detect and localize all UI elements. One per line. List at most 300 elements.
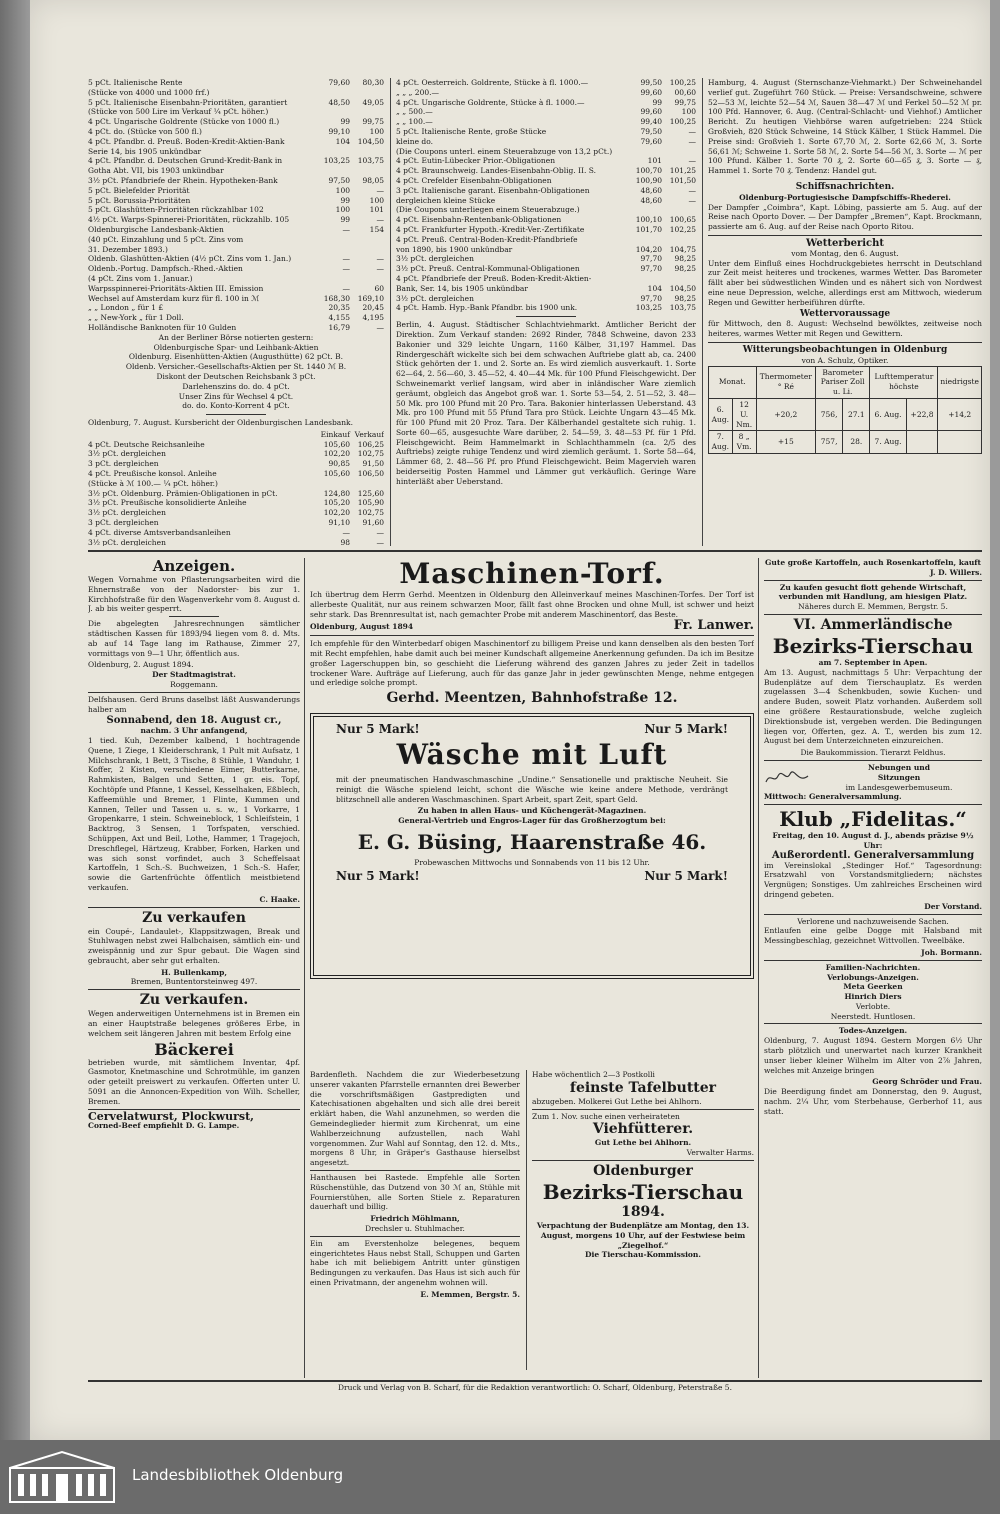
observation-header-cell: Monat.: [709, 366, 757, 398]
butter-ad-seller: abzugeben. Molkerei Gut Lethe bei Ahlhorn.: [532, 1096, 702, 1106]
market-note: Diskont der Deutschen Reichsbank 3 pCt.: [156, 371, 316, 381]
club-signature: Der Vorstand.: [924, 901, 982, 911]
observation-subtitle: von A. Schulz, Optiker.: [801, 355, 889, 365]
row-value-buy: 100,70: [635, 166, 662, 176]
observation-cell: 6. Aug.: [870, 398, 906, 430]
club-date: Freitag, den 10. August d. J., abends präzise 9½ Uhr:: [772, 831, 974, 850]
row-value-sell: [662, 147, 696, 157]
column-rule: [304, 558, 305, 1378]
market-note: An der Berliner Börse notierten gestern:: [158, 332, 314, 342]
divider: [764, 614, 982, 615]
bond-row: [88, 274, 384, 284]
row-label: 4½ pCt. Warps-Spinnerei-Prioritäten, rückzahlb. 105: [88, 215, 290, 225]
row-label: Oldenburgische Landesbank-Aktien: [88, 224, 224, 234]
row-value-buy: —: [342, 283, 350, 293]
peat-ad-title: Maschinen-Torf.: [399, 558, 665, 590]
bond-row: [88, 117, 384, 127]
row-label: „ „ London „ für 1 £: [88, 303, 164, 313]
bond-row: [88, 313, 384, 323]
pastor-election-notice: Bardenfleth. Nachdem die zur Wiederbesetzung unserer vakanten Pfarrstelle ernannten drei Bewerber die vorschriftsmäßigen Gastpredigten und Katechisationen abgehalten und sich alle drei bereit erklärt haben, die Wahl anzunehmen, so werden die Gemeindeglieder hiermit zum Kirchenrat, um eine Wahlberzeichnung aufzustellen, nach Wahl vorgenommen. Zur Wahl auf Sonntag, den 12. d. Mts., morgens 8 Uhr, in Gräper's Gasthause hierselbst angesetzt.: [310, 1070, 520, 1168]
row-value-sell: —: [376, 322, 384, 332]
row-label: 4 pCt. Preuß. Central-Boden-Kredit-Pfandbriefe: [396, 234, 578, 244]
middle-right-ads: [532, 1070, 754, 1260]
row-value-buy: 99: [340, 117, 350, 127]
ads-heading: Anzeigen.: [152, 558, 236, 575]
row-value-sell: 100,25: [669, 78, 696, 87]
row-label: 4 pCt. Hamb. Hyp.-Bank Pfandbr. bis 1900 unk.: [396, 303, 578, 313]
forecast-title: Wettervoraussage: [799, 308, 891, 319]
row-label: 4 pCt. Preußische konsol. Anleihe: [88, 469, 217, 479]
bond-row: [88, 254, 384, 264]
column-rule: [526, 1070, 527, 1370]
row-label: 3 pCt. dergleichen: [88, 518, 159, 528]
potato-buyer: J. D. Willers.: [929, 567, 982, 577]
divider: [88, 989, 300, 990]
observation-cell: +15: [756, 431, 815, 454]
observation-cell: 757,: [816, 431, 843, 454]
row-value-buy: [316, 166, 350, 176]
observation-header-cell: Thermometer ° Ré: [756, 366, 815, 398]
price-label: Nur 5 Mark!: [336, 868, 420, 883]
ammerland-show-text: Am 13. August, nachmittags 5 Uhr: Verpachtung der Budenplätze auf dem Tierschauplatz. Es werden zugelassen 3—4 Schenkbuden, sowie Kuchen- und andere Buden, soweit Platz vorhanden. Außerdem soll eine größere Restaurationsbude, welche zugleich Direktionsbude ist, vergeben werden. Die Bedingungen liegen vor, Offerten, gez. A. T., werden bis zum 12. August bei dem Unterzeichneten einzureichen.: [764, 667, 982, 746]
divider: [310, 635, 754, 636]
bond-row: [396, 88, 696, 98]
price-row-bottom: [336, 868, 728, 883]
for-sale-title-2: Zu verkaufen.: [139, 992, 249, 1009]
row-value-buy: [316, 88, 350, 98]
market-note: do. do. Konto-Korrent 4 pCt.: [182, 401, 290, 411]
row-value-sell: [350, 88, 384, 98]
bond-row: [88, 107, 384, 117]
rate-row: [88, 479, 384, 489]
observation-header-row: [709, 366, 982, 398]
row-label: 3½ pCt. Oldenburg. Prämien-Obligationen in pCt.: [88, 488, 278, 498]
bond-row: [88, 78, 384, 88]
row-value-buy: 91,10: [328, 518, 350, 528]
row-value-buy: 100,90: [635, 175, 662, 185]
row-value-buy: [628, 274, 662, 284]
row-value-buy: 99,60: [640, 87, 662, 97]
meetings-line-3: im Landesgewerbemuseum.: [845, 782, 953, 792]
funeral-notice: Die Beerdigung findet am Donnerstag, den 9. August, nachm. 2¼ Uhr, vom Sterbehause, Gerberhof 11, aus statt.: [764, 1087, 982, 1116]
row-label: Bank, Ser. 14, bis 1905 unkündbar: [396, 283, 528, 293]
carriages-seller: H. Bullenkamp,: [161, 967, 227, 977]
bond-row: [396, 205, 696, 215]
row-value-buy: [628, 235, 662, 245]
bond-row: [88, 205, 384, 215]
bond-row: [88, 137, 384, 147]
row-label: 4 pCt. Crefelder Eisenbahn-Obligationen: [396, 175, 552, 185]
section-rule: [88, 1380, 982, 1382]
obituary-title: Todes-Anzeigen.: [838, 1026, 908, 1036]
row-value-buy: 101,70: [635, 224, 662, 234]
bond-row: [88, 303, 384, 313]
row-value-buy: 105,60: [323, 439, 350, 449]
row-value-buy: [316, 274, 350, 284]
peat-ad-signature: Fr. Lanwer.: [673, 618, 754, 634]
for-sale-title: Zu verkaufen: [142, 909, 246, 926]
chair-maker-name: Friedrich Möhlmann,: [370, 1214, 460, 1224]
cattle-market-report: Hamburg, 4. August (Sternschanze-Viehmarkt.) Der Schweinehandel verlief gut. Zugeführt 760 Stück. — Preise: Versandschweine, schwere 52—53 ℳ, leichte 52—54 ℳ, Sauen 38—47 ℳ und Ferkel 50—52 ℳ pr. 100 Pfd. Hannover, 6. Aug. (Central-Schlacht- und Viehhof.) Amtlicher Bericht. Zu heutigen Viehbörse waren aufgetrieben: 224 Stück Großvieh, 820 Stück Schweine, 14 Stück Kälber, 1 Stück Hammel. Die Preise sind: Großvieh 1. Sorte 67,70 ℳ, 2. Sorte 62,66 ℳ, 3. Sorte 56,61 ℳ; Schweine 1. Sorte 58 ℳ, 2. Sorte 54—56 ℳ, 3. Sorte — ℳ per 100 Pfund. Kälber 1. Sorte 70 ₰, 2. Sorte 60—65 ₰, 3. Sorte — ₰, Hammel 1. Sorte 70 ₰. Tendenz: Handel gut.: [708, 78, 982, 176]
row-value-sell: —: [688, 126, 696, 136]
row-label: „ „ 100.—: [396, 117, 433, 127]
row-value-buy: 99,60: [640, 107, 662, 117]
auction-signature: C. Haake.: [259, 894, 300, 904]
row-value-sell: 103,75: [357, 156, 384, 166]
row-value-buy: 97,70: [640, 293, 662, 303]
row-label: 3½ pCt. dergleichen: [88, 449, 166, 459]
observation-header-cell: Lufttemperatur höchste: [870, 366, 938, 398]
row-label: 31. Dezember 1893.): [88, 244, 168, 254]
row-value-buy: 124,80: [323, 488, 350, 498]
bond-row: [396, 107, 696, 117]
chair-maker-trade: Drechsler u. Stuhlmacher.: [365, 1223, 465, 1233]
bakery-ad-details: betrieben wurde, mit sämtlichem Inventar, 4pf. Gasmotor, Knetmaschine und Schrotmühle, im ganzen oder geteilt preiswert zu verkaufen. Offerten unter U. 5091 an die Annoncen-Expedition von Wilh. Scheller, Bremen.: [88, 1057, 300, 1106]
price-row-top: [336, 722, 728, 737]
row-label: 3½ pCt. dergleichen: [88, 508, 166, 518]
bond-list: [396, 78, 696, 313]
row-label: (Stücke à ℳ 100.— ¼ pCt. höher.): [88, 478, 218, 488]
row-label: von 1890, bis 1900 unkündbar: [396, 244, 513, 254]
bond-row: [396, 127, 696, 137]
butter-ad-intro: Habe wöchentlich 2—3 Postkolli: [532, 1070, 655, 1079]
rate-row: [88, 469, 384, 479]
row-value-buy: 100: [335, 185, 350, 195]
row-value-buy: [628, 147, 662, 157]
row-label: dergleichen kleine Stücke: [396, 195, 496, 205]
library-building-icon: [6, 1448, 118, 1506]
row-label: 4 pCt. do. (Stücke von 500 fl.): [88, 126, 202, 136]
row-value-sell: [350, 274, 384, 284]
meetings-line-2: Sitzungen: [877, 772, 921, 782]
divider: [516, 316, 576, 317]
weather-date: vom Montag, den 6. August.: [791, 248, 899, 258]
ammerland-show-signature: Die Baukommission. Tierarzt Feldhus.: [800, 748, 946, 758]
column-rule: [758, 558, 759, 1378]
observation-cell: 27.1: [843, 398, 870, 430]
scan-margin: [990, 0, 1000, 1440]
library-footer: [0, 1440, 1000, 1514]
row-value-sell: —: [376, 215, 384, 225]
bond-row: [88, 225, 384, 235]
row-value-sell: 60: [374, 283, 384, 293]
bond-row: [88, 88, 384, 98]
potato-ad: Gute große Kartoffeln, auch Rosenkartoffeln, kauft: [765, 558, 981, 567]
peat-ad-sign-row: [310, 618, 754, 634]
bond-row: [396, 274, 696, 284]
washing-ad-text: mit der pneumatischen Handwaschmaschine „Undine.“ Sensationelle und praktische Neuheit. Sie reinigt die Wäsche spielend leicht, schont die Wäsche wie keine andere Methode, verdrängt blitzschnell alle anderen Waschmaschinen. Spart Arbeit, spart Zeit, spart Geld.: [336, 774, 728, 804]
row-value-sell: 100: [369, 195, 384, 205]
row-value-sell: 98,25: [674, 293, 696, 303]
rate-row: [88, 440, 384, 450]
row-value-sell: 91,60: [362, 518, 384, 528]
cattle-show-text: Verpachtung der Budenplätze am Montag, den 13. August, morgens 10 Uhr, auf der Festwiese beim „Ziegelhof.“: [536, 1220, 750, 1250]
bond-row: [396, 98, 696, 108]
observation-cell: 28.: [843, 431, 870, 454]
ammerland-show-title: Bezirks-Tierschau: [772, 633, 974, 658]
middle-left-ads: [310, 1070, 520, 1300]
observation-header-cell: niedrigste: [938, 366, 982, 398]
auction-items: 1 tied. Kuh, Dezember kalbend, 1 hochtragende Quene, 1 Ziege, 1 Kleiderschrank, 1 Pult mit Aufsatz, 1 Milchschrank, 1 Bett, 3 Tische, 8 Stühle, 1 Wanduhr, 1 Koffer, 2 Kisten, verschiedene Eimer, Butterkarne, Rahmkisten, Balgen und Setten, 1 gr. eis. Topf, Kochtöpfe und Pfanne, 1 Kessel, Kesselhaken, Eßblech, Kaffeemühle und Bremer, 1 Flinte, Kummen und Kannen, Teller und Tassen u. s. w., 1 Vorkarre, 1 Gropenkarre, 1 stein. Schweineblock, 1 Schleifstein, 1 Backtrog, 3 Sensen, 1 Torfspaten, verschied. Schüppen, Axt und Beil, Lothe, Hammer, 1 Tragejoch, Dreschflegel, Härtzeug, Krabber, Forken, Harken und was sich sonst vorfindet, auch 3 Scheffelsaat Kartoffeln, 1 Sch.-S. Buchweizen, 1 Sch.-S. Hafer, sowie die Gartenfrüchte öffentlich meistbietend verkaufen.: [88, 735, 300, 892]
row-value-sell: —: [376, 254, 384, 264]
row-value-sell: [350, 245, 384, 255]
engaged-name-2: Hinrich Diers: [844, 992, 902, 1002]
row-label: 4 pCt. diverse Amtsverbandsanleihen: [88, 527, 231, 537]
library-name: Landesbibliothek Oldenburg: [132, 1466, 344, 1484]
row-value-sell: —: [688, 185, 696, 195]
bond-row: [88, 294, 384, 304]
row-label: 5 pCt. Italienische Rente, große Stücke: [396, 126, 547, 136]
family-news-title: Familien-Nachrichten.: [825, 962, 921, 972]
row-value-buy: 105,20: [323, 498, 350, 508]
engagement-title: Verlobungs-Anzeigen.: [827, 972, 919, 982]
bond-row: [396, 225, 696, 235]
divider: [764, 914, 982, 915]
washing-ad-distribution: General-Vertrieb und Engros-Lager für das Großherzogtum bei:: [398, 816, 666, 826]
bond-row: [396, 147, 696, 157]
row-value-sell: 100,65: [669, 215, 696, 225]
row-label: 4 pCt. Eisenbahn-Rentenbank-Obligationen: [396, 215, 562, 225]
row-value-buy: 48,50: [328, 97, 350, 107]
price-label: Nur 5 Mark!: [644, 722, 728, 737]
carriages-address: Bremen, Buntentorsteinweg 497.: [130, 977, 258, 987]
row-value-sell: 103,75: [669, 303, 696, 313]
row-value-sell: 98,05: [362, 175, 384, 185]
bond-row: [396, 166, 696, 176]
row-label: (Stücke von 4000 und 1000 frf.): [88, 87, 210, 97]
house-sale-agent: E. Memmen, Bergstr. 5.: [420, 1289, 520, 1299]
row-value-sell: —: [688, 195, 696, 205]
row-value-sell: [350, 235, 384, 245]
row-label: 3½ pCt. Preuß. Central-Kommunal-Obligationen: [396, 264, 580, 274]
row-label: 3 pCt. Italienische garant. Eisenbahn-Obligationen: [396, 185, 590, 195]
divider: [764, 580, 982, 581]
observation-cell: 8 „ Vm.: [732, 431, 756, 454]
row-value-sell: —: [688, 156, 696, 166]
row-value-buy: [316, 235, 350, 245]
observation-row: [709, 431, 982, 454]
job-ad-manager: Verwalter Harms.: [686, 1148, 754, 1158]
obituary-text: Oldenburg, 7. August 1894. Gestern Morgen 6½ Uhr starb plötzlich und unerwartet nach kurzer Krankheit unser lieber kleiner Wilhelm im Alter von 2⅞ Jahren, welches mit Anzeige bringen: [764, 1036, 982, 1075]
magistrate-name: Roggemann.: [170, 679, 218, 689]
row-value-sell: [662, 274, 696, 284]
row-value-sell: 98,25: [674, 254, 696, 264]
market-note: Oldenb. Versicher.-Gesellschafts-Aktien per St. 1440 ℳ B.: [125, 362, 347, 372]
washing-machine-ad: [310, 713, 754, 979]
row-value-sell: —: [376, 537, 384, 546]
row-value-sell: 101: [369, 205, 384, 215]
sausage-ad-seller: Corned-Beef empfiehlt D. G. Lampe.: [88, 1121, 240, 1131]
bond-row: [88, 98, 384, 108]
rate-row: [88, 518, 384, 528]
row-value-sell: 169,10: [357, 293, 384, 303]
row-label: 5 pCt. Borussia-Prioritäten: [88, 195, 191, 205]
market-note: Oldenburgische Spar- und Leihbank-Aktien: [153, 342, 319, 352]
ads-middle-column: [310, 558, 754, 1378]
lost-dog-ad: Entlaufen eine gelbe Dogge mit Halsband mit Messingbeschlag, gezeichnet Wittvollen. Tweelbäke.: [764, 926, 982, 946]
market-note: Oldenburg. Eisenhütten-Aktien (Augusthütte) 62 pCt. B.: [128, 352, 344, 362]
divider: [764, 960, 982, 961]
section-rule: [88, 550, 982, 552]
carriages-ad: ein Coupé-, Landaulet-, Klappsitzwagen, Break und Stuhlwagen nebst zwei Halbchaisen, sämtlich ein- und zweispännig und zur Spur gebaut. Die Wagen sind gebraucht, aber sehr gut erhalten.: [88, 926, 300, 965]
observation-cell: [906, 431, 938, 454]
row-label: Warpsspinnerei-Prioritäts-Aktien III. Emission: [88, 283, 264, 293]
bond-row: [396, 176, 696, 186]
finance-middle-column: [396, 78, 696, 546]
peat-dealer-signature: Gerhd. Meentzen, Bahnhofstraße 12.: [386, 690, 678, 707]
row-label: 4 pCt. Ungarische Goldrente (Stücke von 1000 fl.): [88, 117, 280, 127]
divider: [532, 1109, 754, 1110]
row-value-sell: 80,30: [362, 78, 384, 87]
rate-report-header: [88, 430, 384, 440]
divider: [88, 1109, 300, 1110]
row-value-buy: —: [342, 527, 350, 537]
row-value-sell: 101,25: [669, 166, 696, 176]
meetings-text: [816, 763, 982, 792]
bond-row: [88, 176, 384, 186]
column-rule: [702, 78, 703, 546]
row-value-buy: 99: [340, 195, 350, 205]
row-label: Serie 14, bis 1905 unkündbar: [88, 146, 202, 156]
row-value-buy: 90,85: [328, 459, 350, 469]
row-value-buy: 103,25: [635, 303, 662, 313]
engaged-places: Neerstedt. Huntlosen.: [830, 1011, 916, 1021]
business-wanted-ad: Zu kaufen gesucht flott gehende Wirtschaft, verbunden mit Handlung, am hiesigen Platz.: [778, 582, 968, 602]
row-label: 3½ pCt. dergleichen: [396, 293, 474, 303]
row-label: 4 pCt. Pfandbriefe der Preuß. Boden-Kredit-Aktien-: [396, 273, 592, 283]
row-label: 4 pCt. Pfandbr. d. Deutschen Grund-Kredit-Bank in: [88, 156, 283, 166]
row-value-sell: 106,25: [357, 439, 384, 449]
row-value-sell: 101,50: [669, 175, 696, 185]
row-label: Holländische Banknoten für 10 Gulden: [88, 322, 237, 332]
row-value-buy: 99,40: [640, 117, 662, 127]
meetings-notice: [764, 763, 982, 792]
bond-row: [88, 186, 384, 196]
row-value-sell: [350, 107, 384, 117]
bond-row: [88, 215, 384, 225]
row-value-buy: [316, 479, 350, 489]
row-value-buy: [316, 245, 350, 255]
row-value-sell: 106,50: [357, 469, 384, 479]
annual-accounts-notice: Die abgelegten Jahresrechnungen sämtlicher städtischen Kassen für 1893/94 liegen vom 8. d. Mts. ab auf 14 Tage lang im Rathause, Zimmer 27, vormittags von 9—1 Uhr, öffentlich aus.: [88, 619, 300, 658]
observation-cell: 6. Aug.: [709, 398, 733, 430]
auction-intro: Delfshausen. Gerd Bruns daselbst läßt Auswanderungs halber am: [88, 694, 300, 714]
sausage-ad: Cervelatwurst, Plockwurst,: [88, 1109, 254, 1123]
row-value-sell: 105,90: [357, 498, 384, 508]
divider: [708, 342, 982, 343]
row-value-buy: 104: [335, 136, 350, 146]
row-value-buy: 101: [647, 156, 662, 166]
row-value-sell: —: [376, 527, 384, 537]
auction-date: Sonnabend, den 18. August cr.,: [106, 715, 282, 727]
row-value-sell: 104,50: [669, 283, 696, 293]
row-value-buy: 79,60: [640, 136, 662, 146]
row-value-buy: 4,155: [328, 313, 350, 323]
washing-ad-availability: Zu haben in allen Haus- und Küchengerät-Magazinen.: [417, 806, 647, 816]
row-value-buy: 97,70: [640, 264, 662, 274]
row-value-buy: 99: [652, 97, 662, 107]
row-value-sell: 100: [369, 126, 384, 136]
berlin-market-report: Berlin, 4. August. Städtischer Schlachtviehmarkt. Amtlicher Bericht der Direktion. Zum Verkauf standen: 2692 Rinder, 7848 Schweine, davon 233 Bakonier und 329 leichte Ungarn, 1160 Kälber, 31,197 Hammel. Das Rindergeschäft wickelte sich bei dem schwachen Auftriebe glatt ab, ca. 2400 Stück gehörten der 1. und 2. Sorte an. Es wird ziemlich ausverkauft. 1. Sorte 62—64, 2. 56—60, 3. 45—52, 4. 40—44 Mk. für 100 Pfund Fleischgewicht. Der Schweinemarkt verlief langsam, wird aber in inländischer Ware ziemlich geräumt, obgleich das Angebot groß war. 1. Sorte 53—54, 2. 51—52, 3. 48—50 Mk. pro 100 Pfund mit 20 Pro. Tara. Bakonier hinterlassen Ueberstand. 43 Mk. pro 100 Pfund mit 55 Pfund Tara pro Stück. Leichte Ungarn 43—45 Mk. für 100 Pfund mit 20 Proz. Tara. Der Kälberhandel gestaltete sich ruhig. 1. Sorte 60—65, ausgesuchte Ware darüber, 2. 54—59, 3. 48—53 Pf. für 1 Pfd. Fleischgewicht. Beim Hammelmarkt in Schlachthammeln (ca. 2/5 des Auftriebs) zeigte ruhige Tendenz und wird ziemlich geräumt. 1. Sorte 58—64, Lämmer 68, 2. 48—56 Pf. pro Pfund Fleischgewicht. Beim Magervieh waren beiderseitig Posten Hammel und Lämmer gut verkäuflich. Geringe Ware hinterläßt aber Ueberstand.: [396, 320, 696, 486]
price-label: Nur 5 Mark!: [336, 722, 420, 737]
row-value-buy: —: [342, 224, 350, 234]
washing-ad-title: Wäsche mit Luft: [396, 737, 668, 771]
observation-title: Witterungsbeobachtungen in Oldenburg: [742, 344, 948, 355]
observation-cell: [938, 431, 982, 454]
bond-row: [88, 284, 384, 294]
row-label: 5 pCt. Glashütten-Prioritäten rückzahlbar 102: [88, 205, 264, 215]
price-label: Nur 5 Mark!: [644, 868, 728, 883]
bond-row: [396, 235, 696, 245]
row-value-sell: 99,75: [362, 117, 384, 127]
obituary-signature: Georg Schröder und Frau.: [872, 1077, 982, 1087]
peat-dealer-text: Ich empfehle für den Winterbedarf obigen Maschinentorf zu billigem Preise und kann denselben als den besten Torf mit Recht empfehlen, habe damit auch bei meiner Kundschaft allgemeine Anerkennung gefunden. Da ich im Besitze großer Lagerschuppen bin, so geschieht die Lieferung während des ganzen Jahres zu jeder Zeit in tadellos trockener Ware. Aufträge auf Lieferung, auch für das ganze Jahr in jeder gewünschten Menge, nehme entgegen und erledige solche prompt.: [310, 639, 754, 688]
bond-row: [88, 156, 384, 166]
rate-row: [88, 459, 384, 469]
business-wanted-contact: Näheres durch E. Memmen, Bergstr. 5.: [798, 602, 948, 612]
divider: [310, 1236, 520, 1237]
job-ad-employer: Gut Lethe bei Ahlhorn.: [594, 1138, 692, 1148]
row-value-sell: 20,45: [362, 303, 384, 313]
divider: [88, 907, 300, 908]
row-label: Oldenb.-Portug. Dampfsch.-Rhed.-Aktien: [88, 264, 243, 274]
page-content: [88, 78, 982, 1392]
bond-row: [396, 186, 696, 196]
bond-row: [396, 196, 696, 206]
bond-row: [396, 284, 696, 294]
row-value-buy: 98: [340, 537, 350, 546]
bond-row: [88, 323, 384, 333]
lost-dog-owner: Joh. Bormann.: [921, 947, 982, 957]
rate-row: [88, 538, 384, 546]
club-title: Klub „Fidelitas.“: [779, 807, 967, 832]
row-value-sell: 125,60: [357, 488, 384, 498]
row-label: 5 pCt. Italienische Eisenbahn-Prioritäten, garantiert: [88, 97, 288, 107]
row-value-buy: 20,35: [328, 303, 350, 313]
observation-cell: 12 U. Nm.: [732, 398, 756, 430]
row-label: 3½ pCt. dergleichen: [88, 537, 166, 546]
bond-row: [88, 235, 384, 245]
row-label: „ „ 500.—: [396, 107, 433, 117]
row-value-buy: 102,20: [323, 508, 350, 518]
cattle-show-title: Bezirks-Tierschau: [542, 1179, 744, 1204]
observation-cell: +20,2: [756, 398, 815, 430]
finance-left-column: [88, 78, 384, 546]
divider: [532, 1160, 754, 1161]
row-value-buy: 79,50: [640, 126, 662, 136]
rate-report-title: Oldenburg, 7. August. Kursbericht der Oldenburgischen Landesbank.: [88, 418, 353, 428]
row-value-buy: 168,30: [323, 293, 350, 303]
rate-row: [88, 528, 384, 538]
rate-column-header: Verkauf: [354, 429, 384, 439]
observation-cell: 7. Aug.: [870, 431, 906, 454]
cattle-show-signature: Die Tierschau-Kommission.: [585, 1250, 701, 1260]
row-label: 4 pCt. Braunschweig. Landes-Eisenbahn-Oblig. II. S.: [396, 166, 597, 176]
bond-row: [396, 156, 696, 166]
general-meeting: Mittwoch: Generalversammlung.: [764, 792, 902, 802]
peat-ad-date: Oldenburg, August 1894: [310, 622, 414, 632]
row-value-sell: 104,75: [669, 244, 696, 254]
row-value-sell: 98,25: [674, 264, 696, 274]
row-value-buy: 104: [647, 283, 662, 293]
bond-row: [396, 303, 696, 313]
bond-row: [396, 215, 696, 225]
row-label: (Stücke von 500 Lire im Verkauf ¼ pCt. höher.): [88, 107, 269, 117]
observation-cell: 7. Aug.: [709, 431, 733, 454]
row-label: (Die Coupons unterliegen einem Steuerabzuge.): [396, 205, 580, 215]
row-value-buy: 99: [340, 215, 350, 225]
bond-row: [396, 294, 696, 304]
